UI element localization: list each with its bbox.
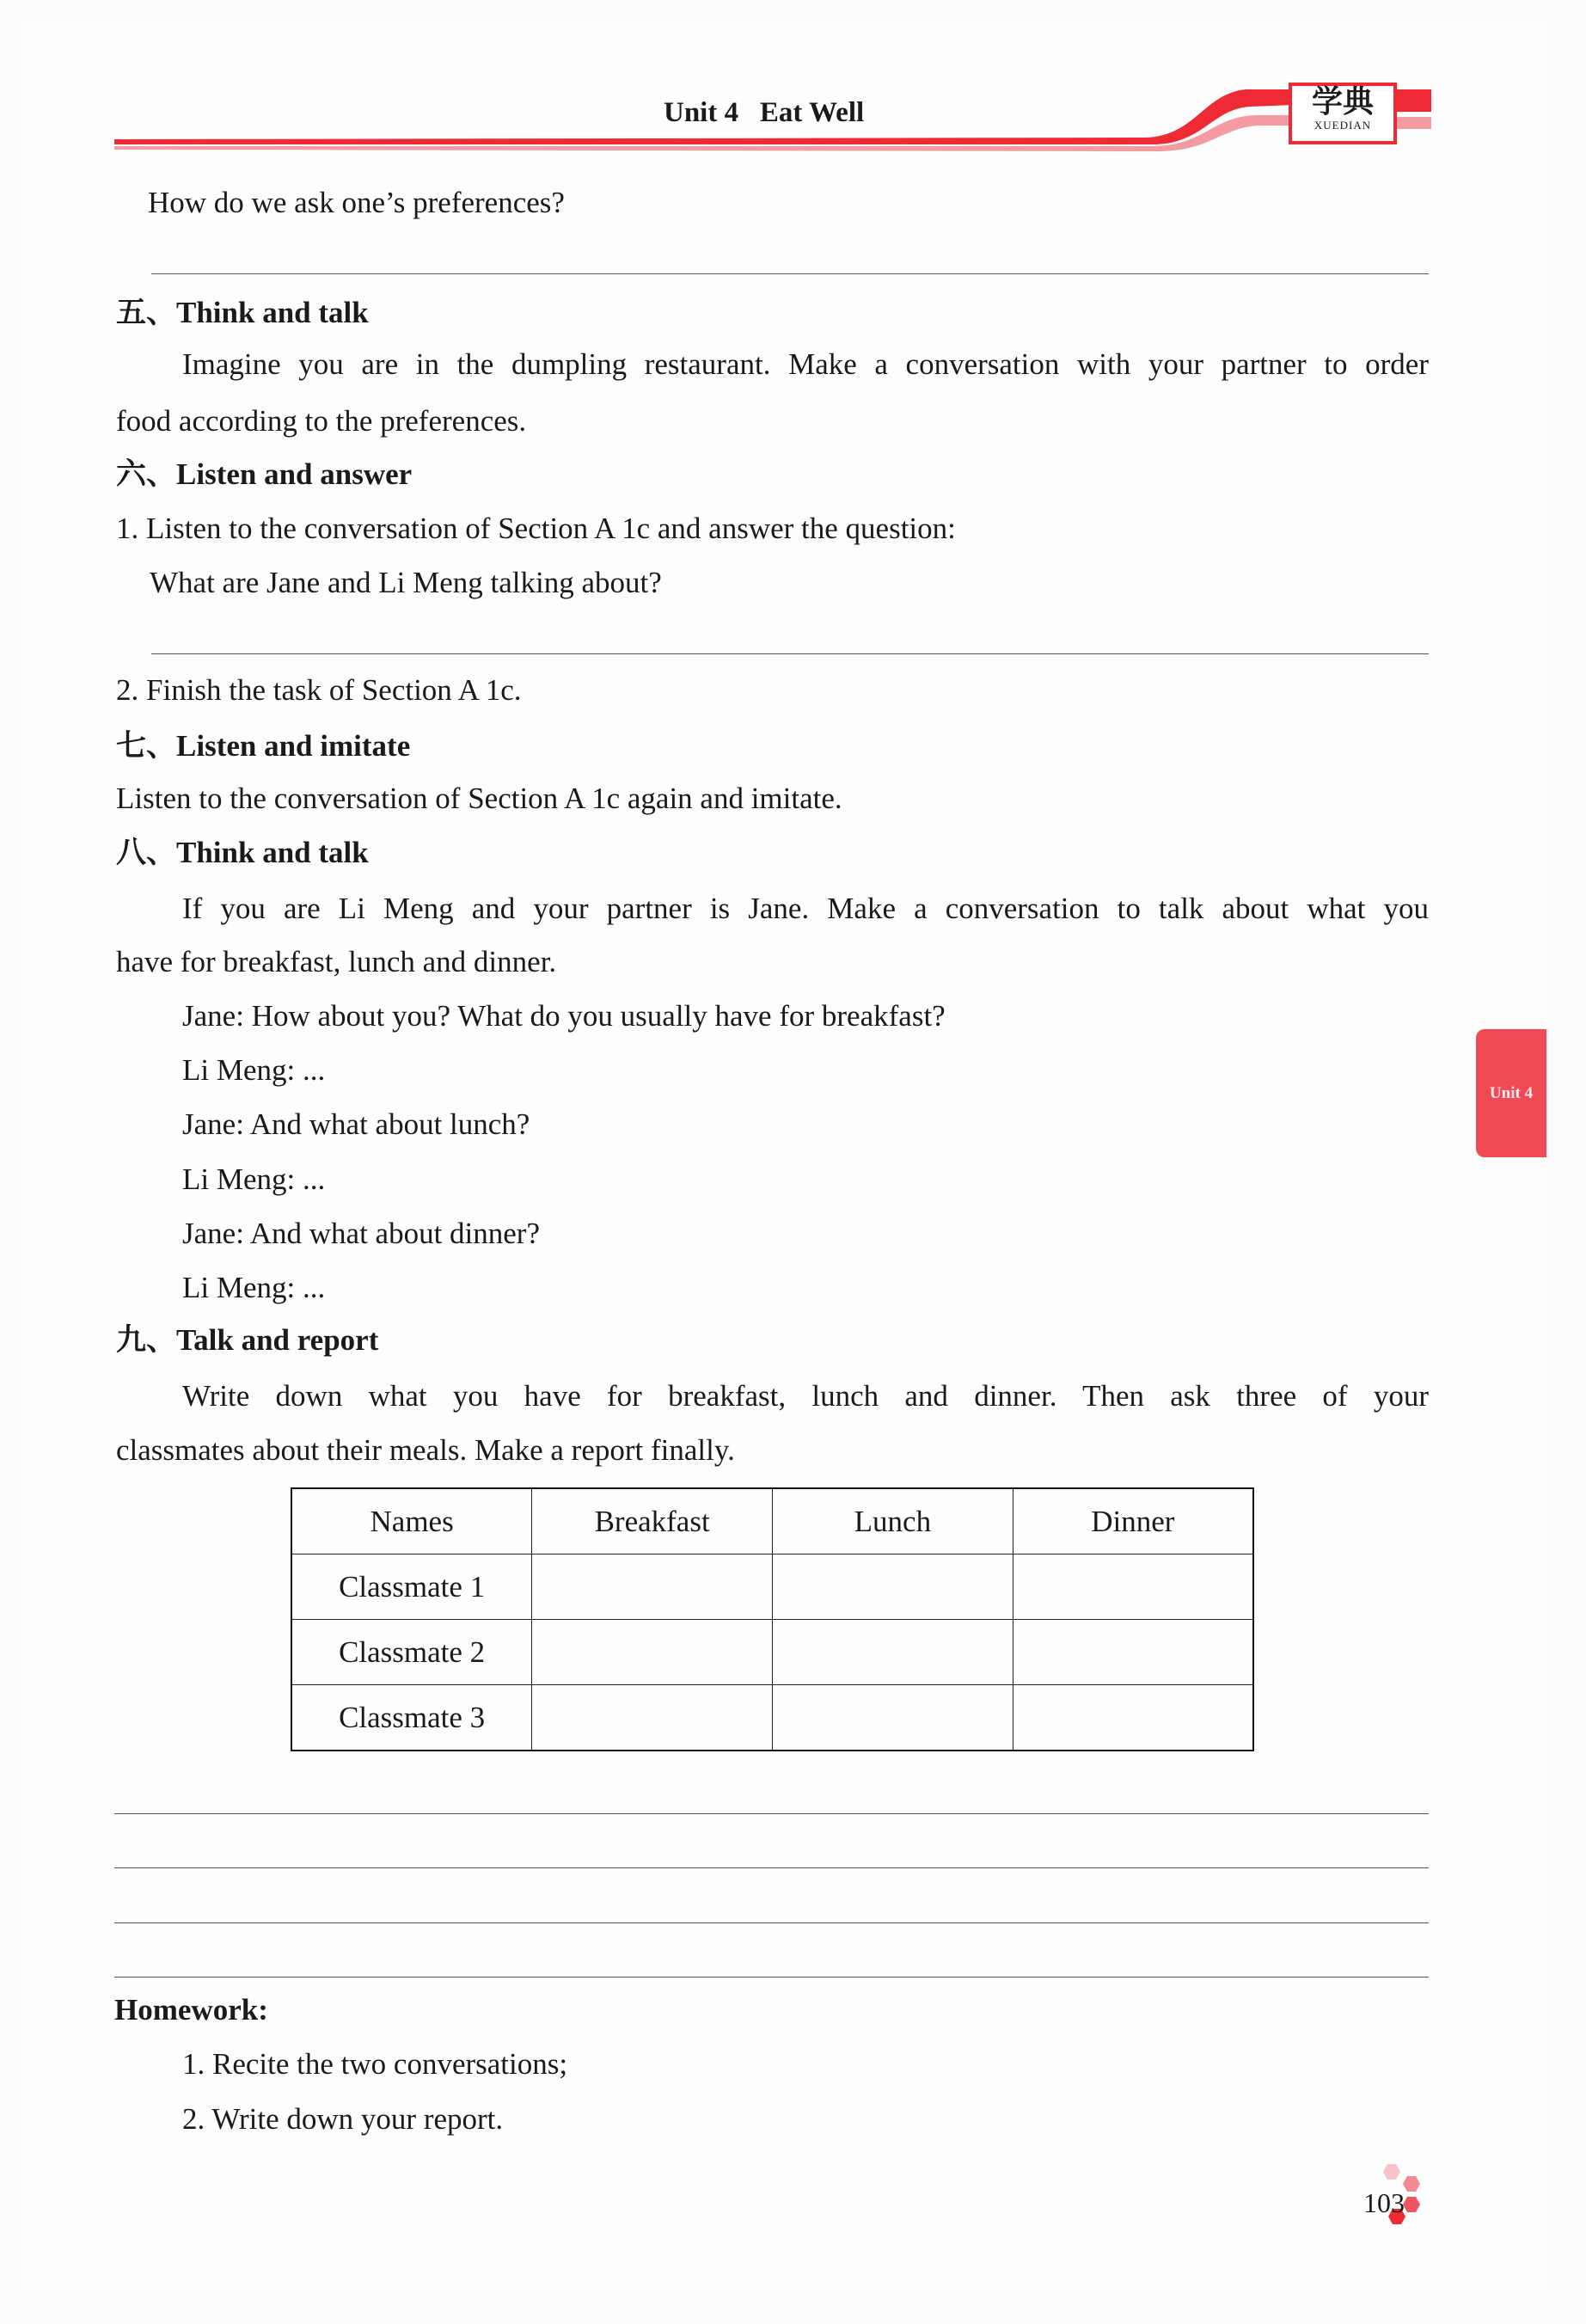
homework-item: 2. Write down your report. (182, 2102, 504, 2136)
section-7-text: Listen to the conversation of Section A 1c again and imitate. (116, 782, 842, 815)
dialog-line: Li Meng: ... (182, 1053, 326, 1087)
dialog-line: Li Meng: ... (182, 1271, 326, 1304)
homework-item: 1. Recite the two conversations; (182, 2047, 568, 2081)
section-6-heading: 六、Listen and answer (116, 457, 413, 491)
dialog-line: Jane: And what about lunch? (182, 1107, 530, 1141)
section-5-text: Imagine you are in the dumpling restaurant. Make a conversation with your partner to order (182, 347, 1429, 381)
header-title: Eat Well (759, 97, 865, 128)
preferences-question: How do we ask one’s preferences? (148, 186, 565, 219)
blank-cell[interactable] (532, 1554, 773, 1620)
section-5-heading: 五、Think and talk (116, 296, 369, 329)
unit-side-tab (1476, 1029, 1546, 1157)
section-8-text: have for breakfast, lunch and dinner. (116, 945, 557, 978)
section-9-heading: 九、Talk and report (116, 1323, 379, 1357)
report-line[interactable] (114, 1867, 1429, 1868)
blank-cell[interactable] (1013, 1554, 1253, 1620)
homework-heading: Homework: (114, 1993, 268, 2027)
name-cell: Classmate 1 (291, 1554, 532, 1620)
section-9-text: classmates about their meals. Make a report finally. (116, 1433, 735, 1467)
column-header: Dinner (1013, 1488, 1253, 1554)
xuedian-logo: 学典 XUEDIAN (1311, 83, 1374, 132)
page-number: 103 (1363, 2187, 1405, 2218)
section-6-item-2: 2. Finish the task of Section A 1c. (116, 673, 522, 707)
meals-table (291, 1487, 1254, 1751)
section-6-item-1: 1. Listen to the conversation of Section A 1c and answer the question: (116, 512, 956, 545)
side-tab-label: Unit 4 (1489, 1083, 1534, 1102)
blank-cell[interactable] (532, 1620, 773, 1685)
table-row (291, 1554, 1253, 1620)
blank-cell[interactable] (532, 1685, 773, 1751)
blank-cell[interactable] (1013, 1620, 1253, 1685)
report-line[interactable] (114, 1977, 1429, 1978)
section-5-text: food according to the preferences. (116, 404, 527, 438)
table-header-row (291, 1488, 1253, 1554)
blank-cell[interactable] (773, 1554, 1013, 1620)
column-header: Breakfast (532, 1488, 773, 1554)
section-7-heading: 七、Listen and imitate (116, 729, 411, 763)
answer-line[interactable] (151, 273, 1429, 274)
column-header: Lunch (773, 1488, 1013, 1554)
dialog-line: Jane: And what about dinner? (182, 1217, 541, 1250)
report-line[interactable] (114, 1922, 1429, 1923)
blank-cell[interactable] (1013, 1685, 1253, 1751)
section-9-text: Write down what you have for breakfast, lunch and dinner. Then ask three of your (182, 1379, 1429, 1413)
report-line[interactable] (114, 1813, 1429, 1814)
name-cell: Classmate 3 (291, 1685, 532, 1751)
name-cell: Classmate 2 (291, 1620, 532, 1685)
dialog-line: Li Meng: ... (182, 1162, 326, 1196)
table-row (291, 1685, 1253, 1751)
section-8-text: If you are Li Meng and your partner is Jane. Make a conversation to talk about what you (182, 892, 1429, 925)
answer-line[interactable] (151, 653, 1429, 654)
header-unit: Unit 4 (664, 97, 739, 128)
section-8-heading: 八、Think and talk (116, 836, 369, 869)
blank-cell[interactable] (773, 1620, 1013, 1685)
table-row (291, 1620, 1253, 1685)
column-header: Names (291, 1488, 532, 1554)
blank-cell[interactable] (773, 1685, 1013, 1751)
dialog-line: Jane: How about you? What do you usually have for breakfast? (182, 999, 946, 1033)
section-6-question: What are Jane and Li Meng talking about? (150, 566, 662, 599)
